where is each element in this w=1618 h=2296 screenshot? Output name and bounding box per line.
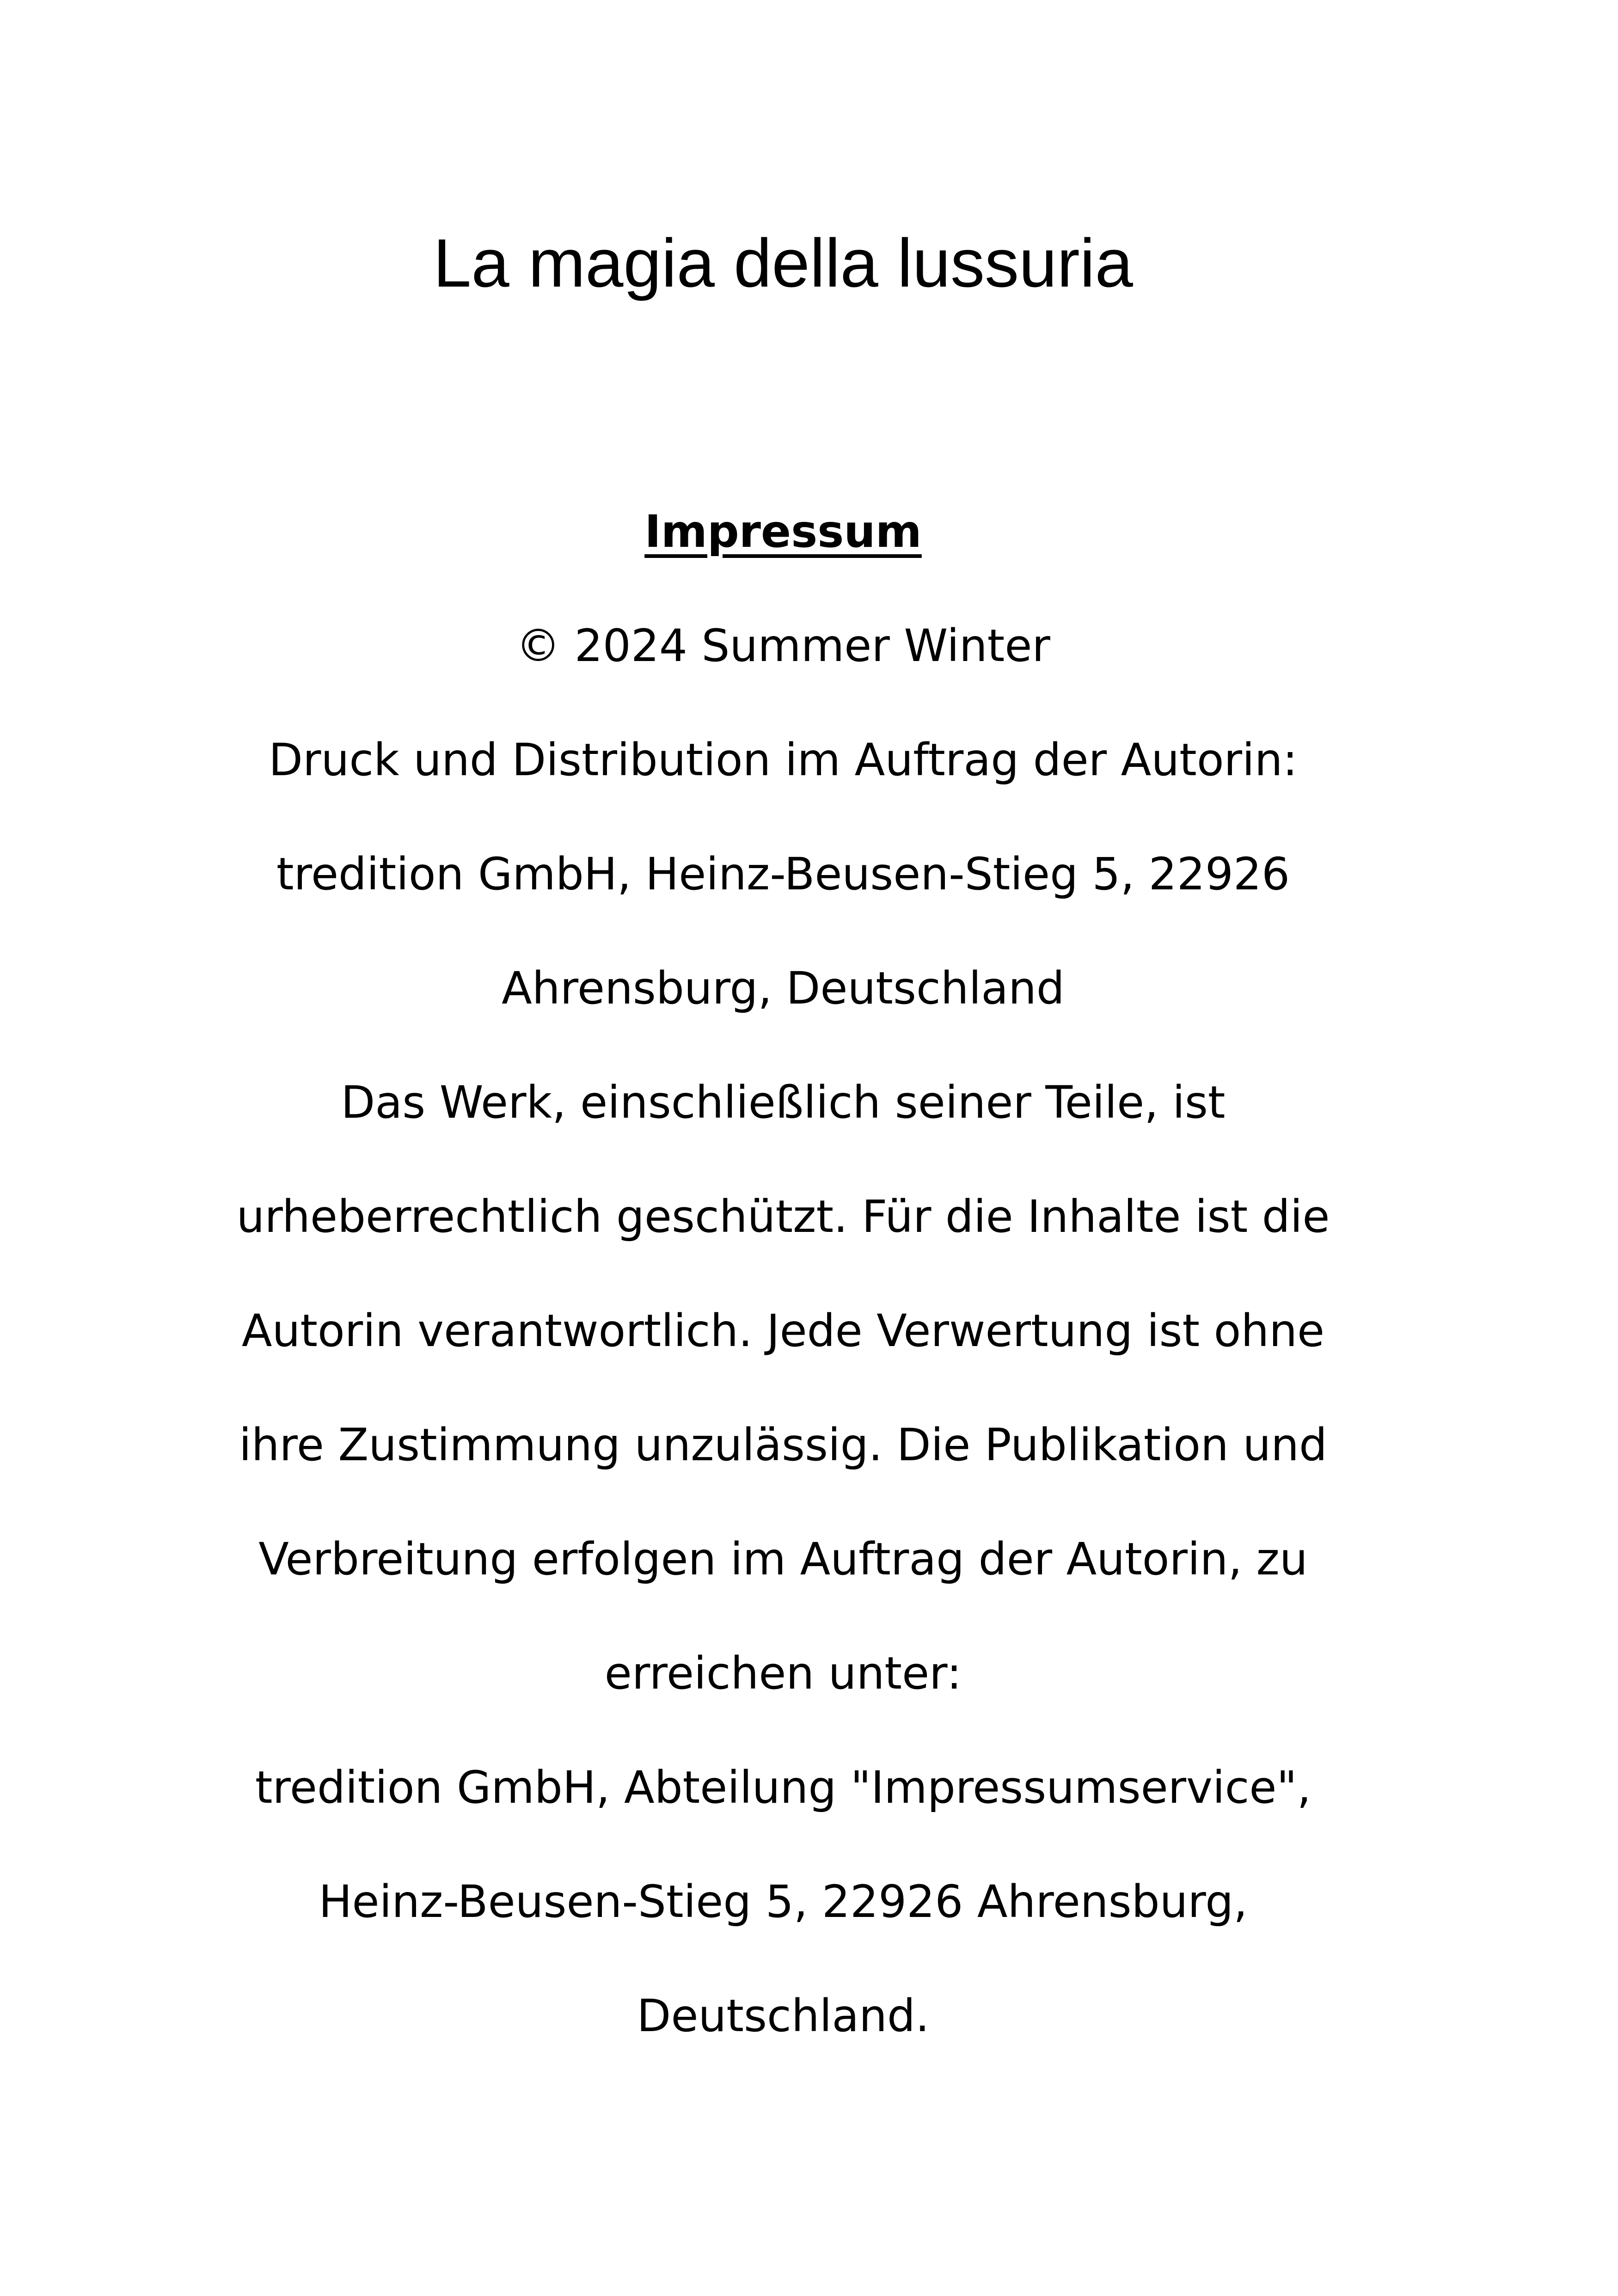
imprint-section xyxy=(0,495,1618,2053)
imprint-line-contact-address: Heinz-Beusen-Stieg 5, 22926 Ahrensburg, xyxy=(319,1876,1248,1928)
imprint-line-publisher-address: tredition GmbH, Heinz-Beusen-Stieg 5, 22926 xyxy=(276,848,1290,900)
imprint-line-copyright-notice: Das Werk, einschließlich seiner Teile, ist xyxy=(341,1077,1226,1128)
imprint-line-contact-address: tredition GmbH, Abteilung "Impressumservice", xyxy=(255,1762,1312,1813)
imprint-line-contact-notice: Verbreitung erfolgen im Auftrag der Autorin, zu xyxy=(258,1533,1308,1585)
imprint-line-print-distribution: Druck und Distribution im Auftrag der Autorin: xyxy=(269,734,1298,786)
imprint-line-copyright: © 2024 Summer Winter xyxy=(516,620,1050,672)
imprint-line-copyright-notice: urheberrechtlich geschützt. Für die Inhalte ist die xyxy=(236,1191,1330,1243)
imprint-heading: Impressum xyxy=(644,506,922,557)
imprint-line-contact-notice: erreichen unter: xyxy=(604,1647,962,1699)
book-title: La magia della lussuria xyxy=(433,225,1133,301)
imprint-line-contact-country: Deutschland. xyxy=(637,1990,930,2042)
imprint-line-publisher-city: Ahrensburg, Deutschland xyxy=(502,962,1065,1014)
imprint-line-copyright-notice: Autorin verantwortlich. Jede Verwertung ist ohne xyxy=(241,1305,1325,1357)
imprint-line-copyright-notice: ihre Zustimmung unzulässig. Die Publikation und xyxy=(239,1419,1327,1471)
